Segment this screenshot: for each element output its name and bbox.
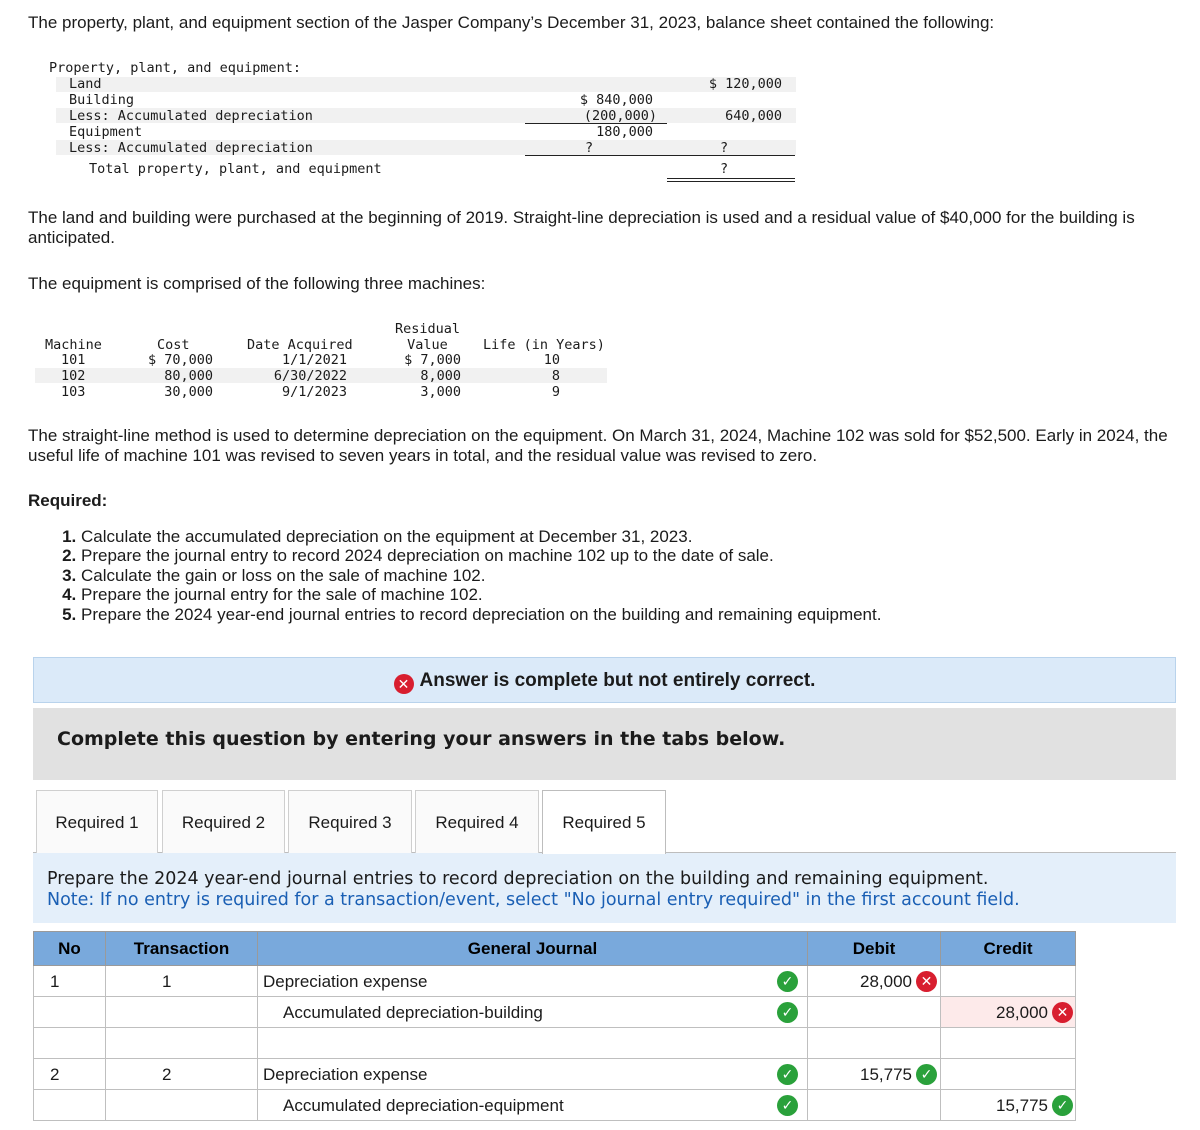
tab-required-4[interactable]: Required 4 <box>415 790 539 853</box>
underline <box>525 155 667 156</box>
debit-field[interactable] <box>808 1090 941 1121</box>
debit-field[interactable] <box>808 1059 941 1090</box>
machine-residual: 3,000 <box>420 384 461 400</box>
required-item: 2. Prepare the journal entry to record 2024 depreciation on machine 102 up to the date of sale. <box>81 546 1175 565</box>
entry-number: 2 <box>50 1065 60 1084</box>
instruction-note: Note: If no entry is required for a transaction/event, select "No journal entry required" in the first account field. <box>47 890 1020 910</box>
accum-building-value: (200,000) <box>583 108 657 124</box>
building-label: Building <box>69 92 135 108</box>
double-underline <box>667 181 795 182</box>
check-icon: ✓ <box>777 1064 798 1085</box>
complete-prompt: Complete this question by entering your answers in the tabs below. <box>57 728 786 750</box>
less-accum-building-label: Less: Accumulated depreciation <box>69 108 313 124</box>
account-field[interactable] <box>258 1090 808 1121</box>
debit-amount: 15,775 <box>860 1065 912 1084</box>
ppe-heading: Property, plant, and equipment: <box>49 60 301 76</box>
total-label: Total property, plant, and equipment <box>89 161 382 177</box>
machine-date: 9/1/2023 <box>281 384 347 400</box>
debit-amount: 28,000 <box>860 972 912 991</box>
underline <box>667 155 795 156</box>
check-icon: ✓ <box>777 971 798 992</box>
cost-header: Cost <box>157 337 190 353</box>
required-list <box>55 527 1175 624</box>
instruction-panel <box>33 708 1176 780</box>
instruction-text: Prepare the 2024 year-end journal entries to record depreciation on the building and remaining equipment. <box>47 869 989 889</box>
less-accum-equipment-label: Less: Accumulated depreciation <box>69 140 313 156</box>
col-header-no: No <box>34 932 106 966</box>
account-name: Depreciation expense <box>263 1065 428 1084</box>
building-net: 640,000 <box>725 108 782 124</box>
journal-row <box>34 966 1076 997</box>
col-header-credit: Credit <box>941 932 1076 966</box>
required-item: 1. Calculate the accumulated depreciation on the equipment at December 31, 2023. <box>81 527 1175 546</box>
building-cost: $ 840,000 <box>579 92 653 108</box>
entry-number: 1 <box>50 972 60 991</box>
journal-row <box>34 1090 1076 1121</box>
machine-id: 103 <box>61 384 86 400</box>
machine-life: 10 <box>543 352 560 368</box>
life-header: Life (in Years) <box>483 337 605 353</box>
x-icon: ✕ <box>1052 1002 1073 1023</box>
credit-field[interactable] <box>941 1059 1076 1090</box>
account-field[interactable] <box>258 997 808 1028</box>
credit-field[interactable] <box>941 1090 1076 1121</box>
residual-header-bottom: Value <box>407 337 448 353</box>
tab-required-3[interactable]: Required 3 <box>288 790 412 853</box>
credit-amount: 15,775 <box>996 1096 1048 1115</box>
required-heading: Required: <box>28 491 108 510</box>
land-label: Land <box>69 76 102 92</box>
check-icon: ✓ <box>777 1002 798 1023</box>
account-name: Accumulated depreciation-equipment <box>283 1096 564 1115</box>
machine-header: Machine <box>45 337 102 353</box>
machine-id: 101 <box>61 352 86 368</box>
machine-date: 6/30/2022 <box>273 368 347 384</box>
debit-field[interactable] <box>808 1028 941 1059</box>
land-building-paragraph: The land and building were purchased at the beginning of 2019. Straight-line depreciation is used and a residual value of $40,000 for the building is anticipated. <box>28 208 1135 247</box>
machine-date: 1/1/2021 <box>281 352 347 368</box>
x-icon: ✕ <box>916 971 937 992</box>
equipment-label: Equipment <box>69 124 143 140</box>
machine-cost: 30,000 <box>164 384 213 400</box>
answer-status-text: Answer is complete but not entirely correct. <box>419 670 816 691</box>
debit-field[interactable] <box>808 966 941 997</box>
required-item: 3. Calculate the gain or loss on the sale of machine 102. <box>81 566 1175 585</box>
x-circle-icon: ✕ <box>394 674 414 694</box>
intro-text: The property, plant, and equipment section of the Jasper Company’s December 31, 2023, balance sheet contained the following: <box>28 13 995 32</box>
date-header: Date Acquired <box>247 337 353 353</box>
transaction-number: 1 <box>162 972 172 991</box>
accum-equipment-value: ? <box>585 140 594 156</box>
credit-amount: 28,000 <box>996 1003 1048 1022</box>
general-journal-table <box>33 931 1076 1121</box>
account-field[interactable] <box>258 966 808 997</box>
required-item: 4. Prepare the journal entry for the sale of machine 102. <box>81 585 1175 604</box>
journal-row <box>34 1028 1076 1059</box>
equipment-net: ? <box>720 140 729 156</box>
credit-field[interactable] <box>941 997 1076 1028</box>
residual-header-top: Residual <box>394 321 461 337</box>
tab-required-1[interactable]: Required 1 <box>36 790 158 853</box>
double-underline <box>667 178 795 179</box>
credit-field[interactable] <box>941 966 1076 997</box>
account-name: Depreciation expense <box>263 972 428 991</box>
equipment-cost: 180,000 <box>596 124 653 140</box>
journal-row <box>34 997 1076 1028</box>
debit-field[interactable] <box>808 997 941 1028</box>
col-header-debit: Debit <box>808 932 941 966</box>
check-icon: ✓ <box>916 1064 937 1085</box>
col-header-general-journal: General Journal <box>258 932 808 966</box>
equipment-intro: The equipment is comprised of the following three machines: <box>28 274 486 293</box>
check-icon: ✓ <box>1052 1095 1073 1116</box>
machine-cost: $ 70,000 <box>147 352 213 368</box>
method-paragraph: The straight-line method is used to determine depreciation on the equipment. On March 31, 2024, Machine 102 was sold for $52,500. Early in 2024, the useful life of machine 101 was revised to seven years in total, and the residual value was revised to zero. <box>28 426 1168 465</box>
machine-residual: 8,000 <box>420 368 461 384</box>
tab-required-2[interactable]: Required 2 <box>162 790 285 853</box>
machine-residual: $ 7,000 <box>404 352 461 368</box>
machine-cost: 80,000 <box>164 368 213 384</box>
transaction-number: 2 <box>162 1065 172 1084</box>
check-icon: ✓ <box>777 1095 798 1116</box>
account-name: Accumulated depreciation-building <box>283 1003 543 1022</box>
col-header-transaction: Transaction <box>106 932 258 966</box>
machine-life: 8 <box>551 368 560 384</box>
tab-instruction <box>33 853 1176 923</box>
total-value: ? <box>720 161 729 177</box>
land-value: $ 120,000 <box>708 76 782 92</box>
tab-required-5[interactable]: Required 5 <box>542 790 666 854</box>
account-field[interactable] <box>258 1028 808 1059</box>
answer-status-banner <box>33 657 1176 703</box>
account-field[interactable] <box>258 1059 808 1090</box>
machine-id: 102 <box>61 368 86 384</box>
journal-row <box>34 1059 1076 1090</box>
machine-life: 9 <box>551 384 560 400</box>
required-item: 5. Prepare the 2024 year-end journal entries to record depreciation on the building and remaining equipment. <box>81 605 1175 624</box>
credit-field[interactable] <box>941 1028 1076 1059</box>
